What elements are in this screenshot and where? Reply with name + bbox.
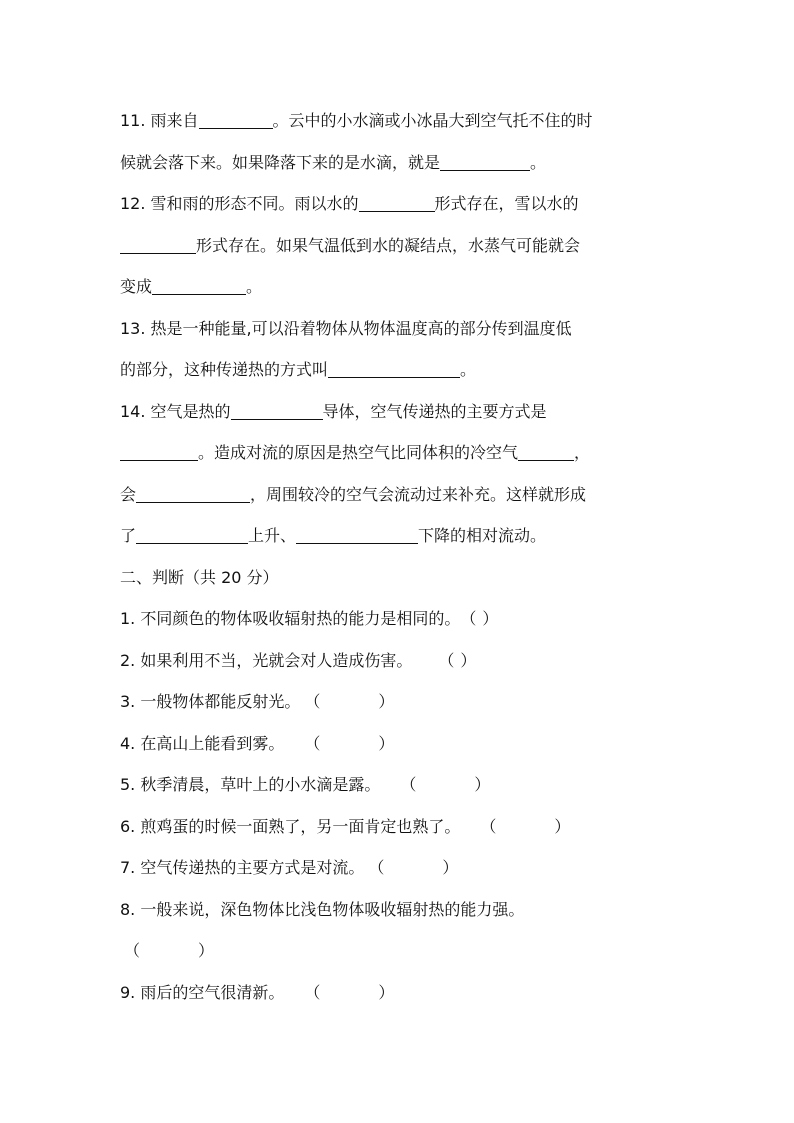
close-bracket: ） — [442, 858, 459, 877]
q14-blank-3[interactable] — [518, 444, 574, 461]
q14-text-3b: ，周围较冷的空气会流动过来补充。这样就形成 — [250, 484, 587, 504]
q14-blank-4[interactable] — [136, 486, 250, 503]
answer-bracket[interactable] — [438, 640, 476, 682]
q13-text-2a: 的部分，这种传递热的方式叫 — [120, 360, 329, 379]
answer-bracket[interactable] — [368, 847, 458, 889]
judge-item — [120, 723, 680, 765]
close-bracket: ） — [482, 609, 499, 628]
judge-item-text: 2. 如果利用不当，光就会对人造成伤害。 — [120, 650, 413, 670]
q11-text-2a: 候就会落下来。如果降落下来的是水滴，就是 — [120, 152, 441, 172]
judge-item-text: 1. 不同颜色的物体吸收辐射热的能力是相同的。 — [120, 609, 461, 628]
answer-bracket[interactable] — [400, 764, 490, 806]
close-bracket: ） — [474, 775, 491, 794]
open-bracket: （ — [304, 982, 321, 1002]
judge-item — [120, 889, 680, 931]
q12-line-1 — [120, 183, 680, 225]
judge-item — [120, 681, 680, 723]
answer-bracket[interactable] — [480, 806, 570, 848]
judge-item-text: 3. 一般物体都能反射光。 — [120, 692, 301, 711]
answer-bracket[interactable] — [460, 598, 498, 640]
q13-text-2b: 。 — [460, 360, 477, 379]
close-bracket: ） — [460, 650, 477, 670]
q14-text-1b: 导体，空气传递热的主要方式是 — [322, 401, 547, 421]
q11-text-2b: 。 — [530, 152, 547, 172]
q14-blank-1[interactable] — [231, 403, 323, 420]
answer-bracket[interactable] — [304, 681, 394, 723]
q14-line-3 — [120, 474, 680, 516]
judge-item-text: 6. 煎鸡蛋的时候一面熟了，另一面肯定也熟了。 — [120, 816, 461, 836]
judge-item — [120, 764, 680, 806]
q14-text-2b: ， — [574, 443, 591, 462]
q14-blank-5[interactable] — [136, 527, 248, 544]
judge-item-text: 9. 雨后的空气很清新。 — [120, 982, 285, 1002]
q14-line-4 — [120, 515, 680, 557]
q12-line-3 — [120, 266, 680, 308]
close-bracket: ） — [378, 733, 395, 753]
open-bracket: （ — [400, 775, 417, 794]
judge-item-text: 4. 在高山上能看到雾。 — [120, 733, 285, 753]
q11-blank-1[interactable] — [199, 112, 273, 129]
close-bracket: ） — [378, 692, 395, 711]
close-bracket: ） — [378, 982, 395, 1002]
q11-text-1a: 11. 雨来自 — [120, 111, 199, 130]
judge-item — [120, 640, 680, 682]
q12-text-3a: 变成 — [120, 277, 153, 296]
q13-text-1a: 13. 热是一种能量,可以沿着物体从物体温度高的部分传到温度低 — [120, 318, 572, 338]
judge-item — [120, 972, 680, 1014]
q14-text-2a: 。造成对流的原因是热空气比同体积的冷空气 — [198, 443, 519, 462]
open-bracket: （ — [368, 858, 385, 877]
q12-text-3b: 。 — [246, 277, 263, 296]
open-bracket: （ — [304, 733, 321, 753]
judge-item-text: 5. 秋季清晨，草叶上的小水滴是露。 — [120, 775, 381, 794]
answer-bracket[interactable] — [304, 723, 394, 765]
section-heading — [120, 557, 680, 599]
q14-blank-2[interactable] — [120, 444, 198, 461]
q11-blank-2[interactable] — [440, 154, 530, 171]
close-bracket: ） — [198, 941, 215, 960]
answer-bracket[interactable] — [304, 972, 394, 1014]
open-bracket: （ — [460, 609, 477, 628]
judge-item — [120, 806, 680, 848]
judge-item-text: 8. 一般来说，深色物体比浅色物体吸收辐射热的能力强。 — [120, 899, 525, 919]
q12-text-2a: 形式存在。如果气温低到水的凝结点，水蒸气可能就会 — [196, 235, 581, 255]
judge-heading: 二、判断（共 20 分） — [120, 567, 279, 587]
open-bracket: （ — [480, 816, 497, 836]
judge-item — [120, 598, 680, 640]
q13-line-2 — [120, 349, 680, 391]
close-bracket: ） — [554, 816, 571, 836]
q14-text-4a: 了 — [120, 526, 137, 545]
q14-text-4b: 上升、 — [248, 526, 297, 545]
open-bracket: （ — [124, 941, 141, 960]
q14-blank-6[interactable] — [296, 527, 418, 544]
judge-item — [120, 847, 680, 889]
q14-line-2 — [120, 432, 680, 474]
q14-line-1 — [120, 391, 680, 433]
open-bracket: （ — [304, 692, 321, 711]
q12-text-1a: 12. 雪和雨的形态不同。雨以水的 — [120, 194, 359, 213]
q12-blank-2[interactable] — [120, 237, 196, 254]
q14-text-1a: 14. 空气是热的 — [120, 401, 231, 421]
q12-blank-1[interactable] — [359, 195, 435, 212]
q12-line-2 — [120, 225, 680, 267]
answer-bracket[interactable] — [124, 930, 214, 972]
judge-item-text: 7. 空气传递热的主要方式是对流。 — [120, 858, 365, 877]
open-bracket: （ — [438, 650, 455, 670]
worksheet-content — [120, 100, 680, 1013]
q11-text-1b: 。云中的小水滴或小冰晶大到空气托不住的时 — [272, 111, 593, 130]
q14-text-3a: 会 — [120, 484, 137, 504]
q12-blank-3[interactable] — [152, 278, 246, 295]
q11-line-1 — [120, 100, 680, 142]
q13-line-1 — [120, 308, 680, 350]
q12-text-1b: 形式存在，雪以水的 — [434, 194, 579, 213]
q14-text-4c: 下降的相对流动。 — [418, 526, 547, 545]
q13-blank-1[interactable] — [328, 361, 460, 378]
judge-item-continuation — [120, 930, 680, 972]
q11-line-2 — [120, 142, 680, 184]
